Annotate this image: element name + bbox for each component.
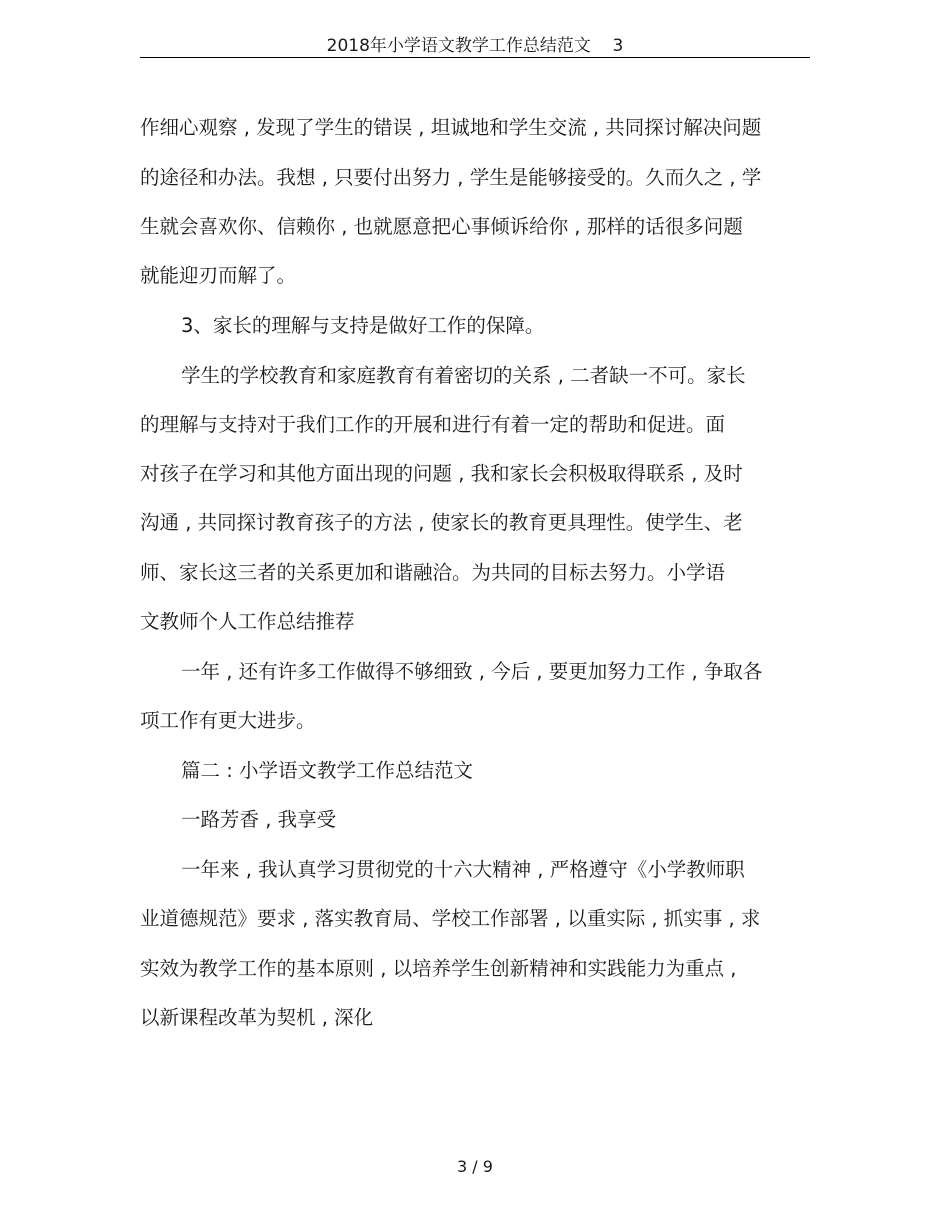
- body-line: 的理解与支持对于我们工作的开展和进行有着一定的帮助和促进。面: [140, 413, 726, 436]
- body-line: 沟通 , 共同探讨教育孩子的方法 , 使家长的教育更具理性。使学生、老: [140, 511, 743, 534]
- body-line: 对孩子在学习和其他方面出现的问题 , 我和家长会积极取得联系 , 及时: [140, 462, 743, 485]
- body-line: 的途径和办法。我想 , 只要付出努力 , 学生是能够接受的。久而久之 , 学: [140, 166, 762, 189]
- section-heading: 3、家长的理解与支持是做好工作的保障。: [181, 314, 545, 337]
- body-line: 作细心观察 , 发现了学生的错误 , 坦诚地和学生交流 , 共同探讨解决问题: [140, 116, 762, 139]
- subtitle: 一路芳香 , 我享受: [181, 808, 337, 831]
- body-line: 一年 , 还有许多工作做得不够细致 , 今后 , 要更加努力工作 , 争取各: [181, 660, 763, 683]
- body-line: 以新课程改革为契机 , 深化: [140, 1006, 374, 1029]
- header-divider: [140, 57, 810, 58]
- page-number: 3 / 9: [457, 1157, 493, 1176]
- body-line: 学生的学校教育和家庭教育有着密切的关系 , 二者缺一不可。家长: [181, 364, 746, 387]
- body-line: 实效为教学工作的基本原则 , 以培养学生创新精神和实践能力为重点 ,: [140, 957, 737, 980]
- body-line: 一年来 , 我认真学习贯彻党的十六大精神 , 严格遵守《小学教师职: [181, 858, 745, 881]
- body-line: 就能迎刃而解了。: [140, 264, 297, 287]
- section-title: 篇二 : 小学语文教学工作总结范文: [181, 759, 473, 782]
- body-line: 生就会喜欢你、信赖你 , 也就愿意把心事倾诉给你 , 那样的话很多问题: [140, 215, 743, 238]
- body-line: 师、家长这三者的关系更加和谐融洽。为共同的目标去努力。小学语: [140, 561, 726, 584]
- body-line: 文教师个人工作总结推荐: [140, 610, 355, 633]
- body-line: 业道德规范》要求 , 落实教育局、学校工作部署 , 以重实际 , 抓实事 , 求: [140, 907, 761, 930]
- body-line: 项工作有更大进步。: [140, 709, 316, 732]
- page-header-title: 2018年小学语文教学工作总结范文 3: [326, 36, 624, 56]
